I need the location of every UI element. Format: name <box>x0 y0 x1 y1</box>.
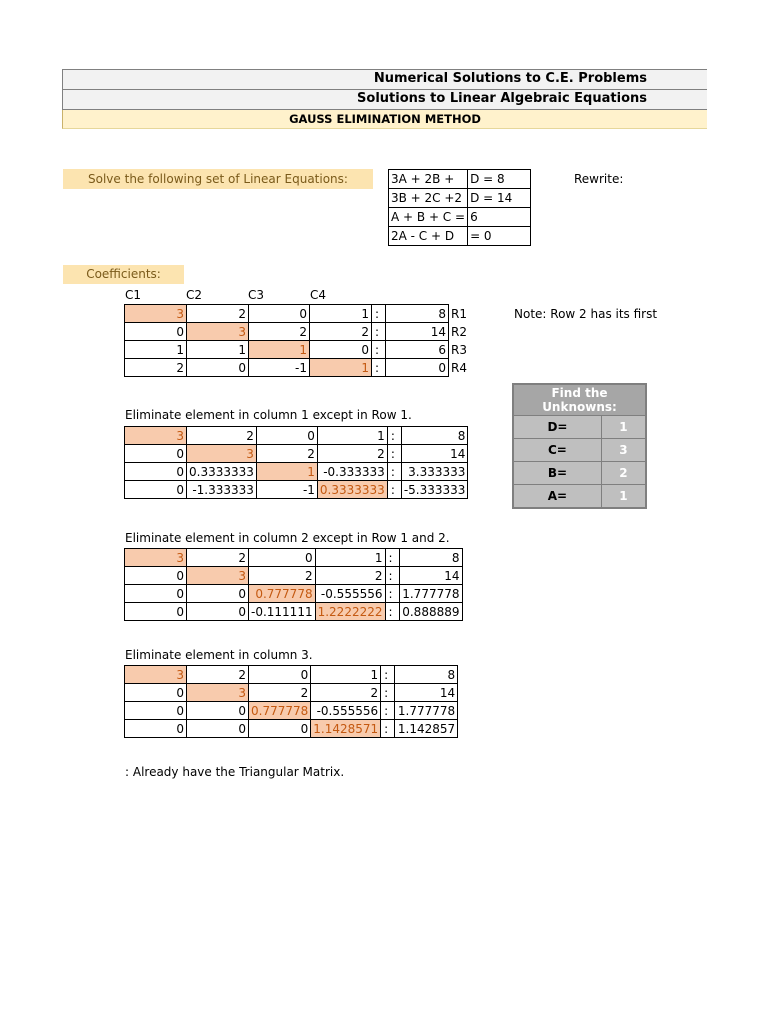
matrix-cell: 1 <box>125 341 187 359</box>
rhs-cell: 6 <box>386 341 449 359</box>
matrix-row <box>125 666 458 684</box>
matrix-cell: 0 <box>187 702 249 720</box>
separator-cell: : <box>372 341 386 359</box>
matrix-cell: 0.777778 <box>249 585 316 603</box>
matrix-row <box>125 702 458 720</box>
matrix-row <box>125 463 468 481</box>
matrix-cell: -1 <box>249 359 310 377</box>
coefficients-label <box>63 265 184 284</box>
sheet-title-text: Numerical Solutions to C.E. Problems <box>373 71 647 86</box>
matrix-cell: 0 <box>125 445 187 463</box>
matrix-cell: 1 <box>249 341 310 359</box>
separator-cell: : <box>385 549 399 567</box>
matrix-cell: 1 <box>256 463 317 481</box>
equation-row <box>389 208 531 227</box>
rhs-cell: 14 <box>395 684 458 702</box>
matrix-cell: 2 <box>310 323 372 341</box>
equation-right: 6 <box>468 208 531 227</box>
unknowns-panel <box>512 383 647 509</box>
matrix-row <box>125 603 463 621</box>
matrix-cell: 0.3333333 <box>187 463 257 481</box>
sheet-title <box>62 69 647 90</box>
matrix-cell: 2 <box>187 427 257 445</box>
rhs-cell: 14 <box>401 445 468 463</box>
matrix-cell: 3 <box>187 684 249 702</box>
equation-left: 3A + 2B + <box>389 170 468 189</box>
prompt-label <box>63 169 373 189</box>
matrix-cell: 0 <box>249 305 310 323</box>
matrix-cell: 0 <box>310 341 372 359</box>
matrix-cell: 1.2222222 <box>315 603 385 621</box>
matrix-cell: 3 <box>187 323 249 341</box>
equation-right: D = 14 <box>468 189 531 208</box>
note-text: Note: Row 2 has its first <box>514 307 658 321</box>
column-header-c2: C2 <box>186 288 203 302</box>
matrix-cell: 2 <box>125 359 187 377</box>
rhs-cell: 1.777778 <box>399 585 462 603</box>
equation-right: D = 8 <box>468 170 531 189</box>
rhs-cell: 0 <box>386 359 449 377</box>
rhs-cell: 0.888889 <box>399 603 462 621</box>
separator-cell: : <box>372 323 386 341</box>
matrix-cell: 2 <box>187 666 249 684</box>
method-title-text: GAUSS ELIMINATION METHOD <box>289 112 481 126</box>
separator-cell: : <box>387 427 401 445</box>
matrix-cell: 3 <box>187 567 249 585</box>
separator-cell: : <box>381 684 395 702</box>
separator-cell: : <box>381 702 395 720</box>
step1-caption: Eliminate element in column 1 except in Row 1. <box>125 408 412 422</box>
matrix-cell: 0 <box>125 463 187 481</box>
rhs-cell: 1.777778 <box>395 702 458 720</box>
matrix-cell: 0 <box>125 720 187 738</box>
rhs-cell: 8 <box>386 305 449 323</box>
step1-matrix <box>124 426 468 499</box>
rhs-cell: 14 <box>399 567 462 585</box>
separator-cell: : <box>381 720 395 738</box>
unknowns-title: Find the Unknowns: <box>513 384 646 416</box>
rhs-cell: 3.333333 <box>401 463 468 481</box>
coefficients-text: Coefficients: <box>86 267 161 281</box>
matrix-cell: 2 <box>249 323 310 341</box>
unknown-label: D= <box>513 416 601 439</box>
matrix-cell: 0 <box>187 603 249 621</box>
matrix-cell: 0 <box>125 585 187 603</box>
equation-left: A + B + C = <box>389 208 468 227</box>
column-header-c1: C1 <box>125 288 142 302</box>
unknown-value: 3 <box>601 439 646 462</box>
rhs-cell: 8 <box>395 666 458 684</box>
matrix-cell: 2 <box>311 684 381 702</box>
matrix-cell: 0 <box>249 720 311 738</box>
matrix-row <box>125 481 468 499</box>
matrix-cell: 0 <box>125 323 187 341</box>
row-label: R3 <box>451 342 467 357</box>
row-label: R1 <box>451 306 467 321</box>
equation-left: 2A - C + D <box>389 227 468 246</box>
conclusion-text: : Already have the Triangular Matrix. <box>125 765 345 779</box>
step2-matrix <box>124 548 463 621</box>
sheet-subtitle-text: Solutions to Linear Algebraic Equations <box>357 91 647 106</box>
matrix-cell: -0.555556 <box>311 702 381 720</box>
matrix-cell: -0.555556 <box>315 585 385 603</box>
matrix-cell: 2 <box>315 567 385 585</box>
matrix-row <box>125 427 468 445</box>
matrix-cell: 3 <box>125 427 187 445</box>
separator-cell: : <box>372 359 386 377</box>
matrix-cell: 0 <box>125 567 187 585</box>
column-header-c4: C4 <box>310 288 327 302</box>
matrix-row <box>125 305 475 323</box>
separator-cell: : <box>385 585 399 603</box>
matrix-row <box>125 445 468 463</box>
matrix-cell: 0 <box>256 427 317 445</box>
header-extension <box>647 69 707 90</box>
header-extension-2 <box>647 90 707 110</box>
equation-row <box>389 170 531 189</box>
rhs-cell: 1.142857 <box>395 720 458 738</box>
matrix-cell: 3 <box>125 666 187 684</box>
matrix-cell: 0 <box>249 549 316 567</box>
matrix-cell: 3 <box>187 445 257 463</box>
matrix-cell: 2 <box>256 445 317 463</box>
unknown-value: 1 <box>601 485 646 509</box>
matrix-row <box>125 684 458 702</box>
sheet-subtitle <box>62 90 647 110</box>
row-label: R4 <box>451 360 467 375</box>
equation-row <box>389 189 531 208</box>
matrix-cell: 0 <box>125 684 187 702</box>
matrix-cell: 2 <box>249 684 311 702</box>
step3-caption: Eliminate element in column 3. <box>125 648 313 662</box>
matrix-cell: 0.3333333 <box>317 481 387 499</box>
separator-cell: : <box>387 463 401 481</box>
matrix-row <box>125 323 475 341</box>
separator-cell: : <box>385 567 399 585</box>
matrix-cell: 3 <box>125 549 187 567</box>
step2-caption: Eliminate element in column 2 except in Row 1 and 2. <box>125 531 450 545</box>
matrix-cell: 1 <box>310 359 372 377</box>
matrix-cell: 1.1428571 <box>311 720 381 738</box>
matrix-cell: 0 <box>125 603 187 621</box>
matrix-cell: -0.111111 <box>249 603 316 621</box>
matrix-row <box>125 585 463 603</box>
step3-matrix <box>124 665 458 738</box>
matrix-cell: 0 <box>187 359 249 377</box>
unknown-row <box>513 416 646 439</box>
equations-table <box>388 169 531 246</box>
matrix-cell: 0 <box>249 666 311 684</box>
separator-cell: : <box>385 603 399 621</box>
matrix-row <box>125 359 475 377</box>
row-label: R2 <box>451 324 467 339</box>
equation-left: 3B + 2C +2 <box>389 189 468 208</box>
rhs-cell: 8 <box>399 549 462 567</box>
matrix-cell: 1 <box>187 341 249 359</box>
matrix-cell: 2 <box>187 305 249 323</box>
separator-cell: : <box>387 445 401 463</box>
matrix-cell: 1 <box>315 549 385 567</box>
matrix-cell: 1 <box>310 305 372 323</box>
unknown-value: 1 <box>601 416 646 439</box>
separator-cell: : <box>387 481 401 499</box>
column-header-c3: C3 <box>248 288 265 302</box>
matrix-row <box>125 549 463 567</box>
separator-cell: : <box>381 666 395 684</box>
rewrite-label: Rewrite: <box>574 172 624 186</box>
separator-cell: : <box>372 305 386 323</box>
unknown-value: 2 <box>601 462 646 485</box>
unknown-row <box>513 462 646 485</box>
equation-right: = 0 <box>468 227 531 246</box>
matrix-cell: 0 <box>125 481 187 499</box>
matrix-row <box>125 567 463 585</box>
prompt-text: Solve the following set of Linear Equations: <box>88 172 348 186</box>
matrix-cell: 0 <box>125 702 187 720</box>
matrix-cell: 1 <box>311 666 381 684</box>
matrix-row <box>125 341 475 359</box>
matrix-cell: -1 <box>256 481 317 499</box>
matrix-row <box>125 720 458 738</box>
matrix-cell: -0.333333 <box>317 463 387 481</box>
coefficient-matrix <box>124 304 475 377</box>
unknown-label: C= <box>513 439 601 462</box>
matrix-cell: 2 <box>317 445 387 463</box>
matrix-cell: 0 <box>187 585 249 603</box>
method-title <box>62 110 707 129</box>
matrix-cell: 0 <box>187 720 249 738</box>
unknown-row <box>513 439 646 462</box>
matrix-cell: 0.777778 <box>249 702 311 720</box>
unknown-row <box>513 485 646 509</box>
rhs-cell: -5.333333 <box>401 481 468 499</box>
rhs-cell: 8 <box>401 427 468 445</box>
equation-row <box>389 227 531 246</box>
matrix-cell: 2 <box>187 549 249 567</box>
rhs-cell: 14 <box>386 323 449 341</box>
matrix-cell: 2 <box>249 567 316 585</box>
matrix-cell: -1.333333 <box>187 481 257 499</box>
unknown-label: B= <box>513 462 601 485</box>
matrix-cell: 3 <box>125 305 187 323</box>
matrix-cell: 1 <box>317 427 387 445</box>
unknown-label: A= <box>513 485 601 509</box>
